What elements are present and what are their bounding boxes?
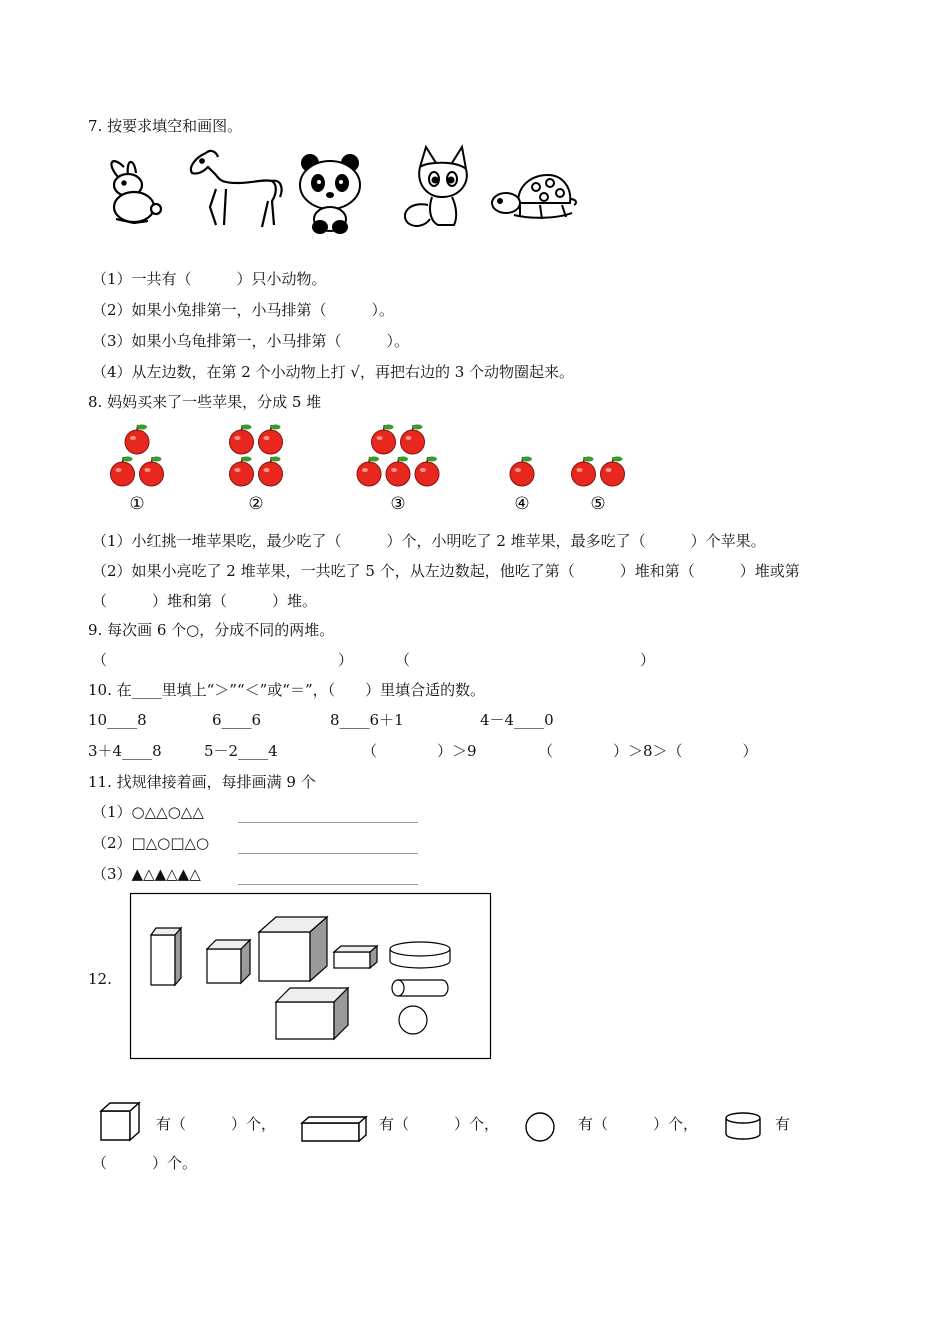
rabbit-icon — [111, 161, 161, 223]
cube-icon — [276, 988, 348, 1039]
q10-row2-item: （ ）＞8＞（ ） — [538, 742, 758, 760]
q7-line-2: （2）如果小兔排第一，小马排第（ ）。 — [92, 301, 395, 319]
q12-number: 12. — [88, 970, 112, 988]
pile-label: ③ — [390, 494, 406, 514]
q8-title: 8. 妈妈买来了一些苹果，分成 5 堆 — [88, 393, 322, 411]
cylinder-icon — [724, 1111, 764, 1143]
apple-icon — [140, 457, 164, 487]
sphere-icon — [525, 1112, 557, 1144]
apple-icon — [386, 457, 410, 487]
q12-tail: （ ）个。 — [92, 1154, 198, 1172]
q7-animal-row — [98, 145, 578, 235]
sphere-icon — [399, 1006, 427, 1034]
fox-icon — [405, 147, 467, 226]
q11-row-3-label: （3）▲△▲△▲△ — [92, 865, 201, 883]
pile-label: ④ — [514, 494, 530, 514]
q9-paren-right-1: ） — [338, 651, 354, 669]
cube-icon — [100, 1101, 140, 1143]
cylinder-icon — [392, 980, 448, 996]
apple-icon — [372, 425, 396, 455]
apple-icon — [401, 425, 425, 455]
apple-icon — [510, 457, 534, 487]
q8-line-2: （2）如果小亮吃了 2 堆苹果，一共吃了 5 个，从左边数起，他吃了第（ ）堆和第（ ）堆或第 — [92, 562, 800, 580]
q10-row1-item: 4－4____0 — [480, 711, 554, 729]
q7-line-3: （3）如果小乌龟排第一，小马排第（ ）。 — [92, 332, 410, 350]
pile-label: ① — [129, 494, 145, 514]
q10-row1-item: 8____6＋1 — [330, 711, 404, 729]
q7-line-4: （4）从左边数，在第 2 个小动物上打 √，再把右边的 3 个动物圈起来。 — [92, 363, 575, 381]
pile-label: ⑤ — [590, 494, 606, 514]
apple-icon — [259, 425, 283, 455]
q11-row-1-blank: ________________________ — [238, 805, 418, 823]
turtle-icon — [492, 175, 576, 219]
apple-piles — [100, 422, 660, 517]
q10-row2-item: 5－2____4 — [204, 742, 278, 760]
tall-cuboid-icon — [151, 928, 181, 985]
q10-row2-item: 3＋4____8 — [88, 742, 162, 760]
q12-shapes-box — [130, 893, 492, 1060]
apple-icon — [230, 457, 254, 487]
q9-paren-left-2: （ — [395, 651, 411, 669]
cylinder-icon — [390, 942, 450, 968]
apple-icon — [230, 425, 254, 455]
q10-row1-item: 10____8 — [88, 711, 147, 729]
apple-icon — [572, 457, 596, 487]
apple-icon — [259, 457, 283, 487]
q8-line-3: （ ）堆和第（ ）堆。 — [92, 592, 318, 610]
apple-icon — [357, 457, 381, 487]
q10-row2-item: （ ）＞9 — [362, 742, 477, 760]
q12-count-cube: 有（ ）个， — [156, 1115, 277, 1133]
apple-icon — [601, 457, 625, 487]
q9-title: 9. 每次画 6 个○，分成不同的两堆。 — [88, 621, 335, 639]
q10-title: 10. 在____里填上“＞”“＜”或“＝”，（ ）里填合适的数。 — [88, 681, 486, 699]
q12-count-sphere: 有（ ）个， — [578, 1115, 699, 1133]
q8-line-1: （1）小红挑一堆苹果吃，最少吃了（ ）个，小明吃了 2 堆苹果，最多吃了（ ）个苹果。 — [92, 532, 766, 550]
horse-icon — [191, 151, 282, 227]
cuboid-icon — [301, 1115, 367, 1143]
apple-icon — [415, 457, 439, 487]
apple-icon — [125, 425, 149, 455]
q11-row-1-label: （1）○△△○△△ — [92, 803, 204, 821]
q10-row1-item: 6____6 — [212, 711, 262, 729]
flat-cuboid-icon — [334, 946, 377, 968]
pile-label: ② — [248, 494, 264, 514]
q9-paren-right-2: ） — [640, 651, 656, 669]
q11-title: 11. 找规律接着画，每排画满 9 个 — [88, 773, 316, 791]
apple-icon — [111, 457, 135, 487]
q7-title: 7. 按要求填空和画图。 — [88, 117, 243, 135]
cube-icon — [207, 940, 250, 983]
panda-icon — [300, 155, 360, 233]
q11-row-2-blank: ________________________ — [238, 836, 418, 854]
q11-row-3-blank: ________________________ — [238, 867, 418, 885]
q12-count-cylinder: 有 — [775, 1115, 791, 1133]
q9-paren-left-1: （ — [92, 651, 108, 669]
q11-row-2-label: （2）□△○□△○ — [92, 834, 210, 852]
cube-icon — [259, 917, 327, 981]
q7-line-1: （1）一共有（ ）只小动物。 — [92, 270, 327, 288]
q12-count-cuboid: 有（ ）个， — [379, 1115, 500, 1133]
